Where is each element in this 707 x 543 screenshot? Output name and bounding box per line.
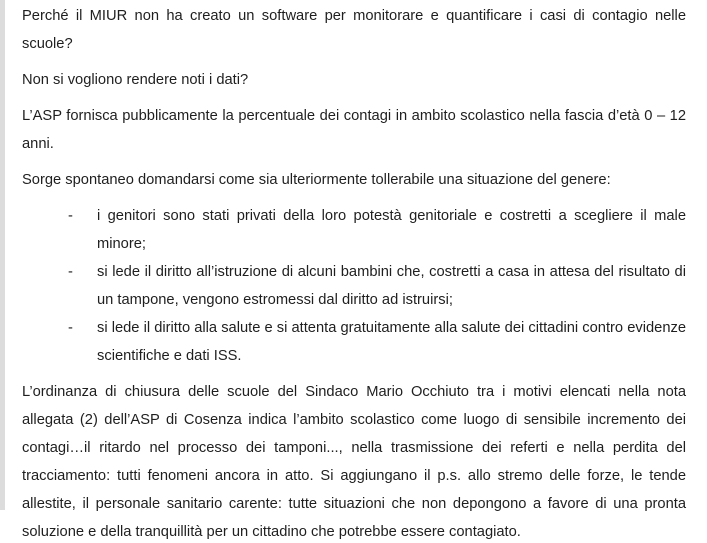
paragraph-ordinanza-chiusura: L’ordinanza di chiusura delle scuole del Sindaco Mario Occhiuto tra i motivi elencati nella nota allegata (2) dell’ASP di Cosenza indica l’ambito scolastico come luogo di sensibile incremento dei contagi…il ritardo nel processo dei tamponi..., nella trasmissione dei referti e nella perdita del tracciamento: tutti fenomeni ancora in atto. Si aggiungano il p.s. allo stremo delle forze, le tende allestite, il personale sanitario carente: tutte situazioni che non depongono a favore di una pronta soluzione e della tranquillità per un cittadino che potrebbe essere contagiato. xyxy=(22,384,686,540)
bullet-text: i genitori sono stati privati della loro potestà genitoriale e costretti a scegliere il male minore; xyxy=(97,208,686,252)
bullet-dash: - xyxy=(68,320,73,336)
bullet-list xyxy=(22,202,686,370)
page-edge-strip xyxy=(0,0,5,510)
document-content xyxy=(22,2,686,543)
bullet-item xyxy=(22,202,686,258)
bullet-text: si lede il diritto all’istruzione di alcuni bambini che, costretti a casa in attesa del risultato di un tampone, vengono estromessi dal diritto ad istruirsi; xyxy=(97,264,686,308)
paragraph-asp-percentuale: L’ASP fornisca pubblicamente la percentuale dei contagi in ambito scolastico nella fascia d’età 0 – 12 anni. xyxy=(22,108,686,152)
paragraph-sorge-spontaneo: Sorge spontaneo domandarsi come sia ulteriormente tollerabile una situazione del genere: xyxy=(22,172,611,188)
bullet-dash: - xyxy=(68,208,73,224)
paragraph-question-miur: Perché il MIUR non ha creato un software per monitorare e quantificare i casi di contagio nelle scuole? xyxy=(22,8,686,52)
paragraph-question-dati: Non si vogliono rendere noti i dati? xyxy=(22,72,249,88)
bullet-text: si lede il diritto alla salute e si attenta gratuitamente alla salute dei cittadini contro evidenze scientifiche e dati ISS. xyxy=(97,320,686,364)
bullet-item xyxy=(22,314,686,370)
bullet-dash: - xyxy=(68,264,73,280)
bullet-item xyxy=(22,258,686,314)
